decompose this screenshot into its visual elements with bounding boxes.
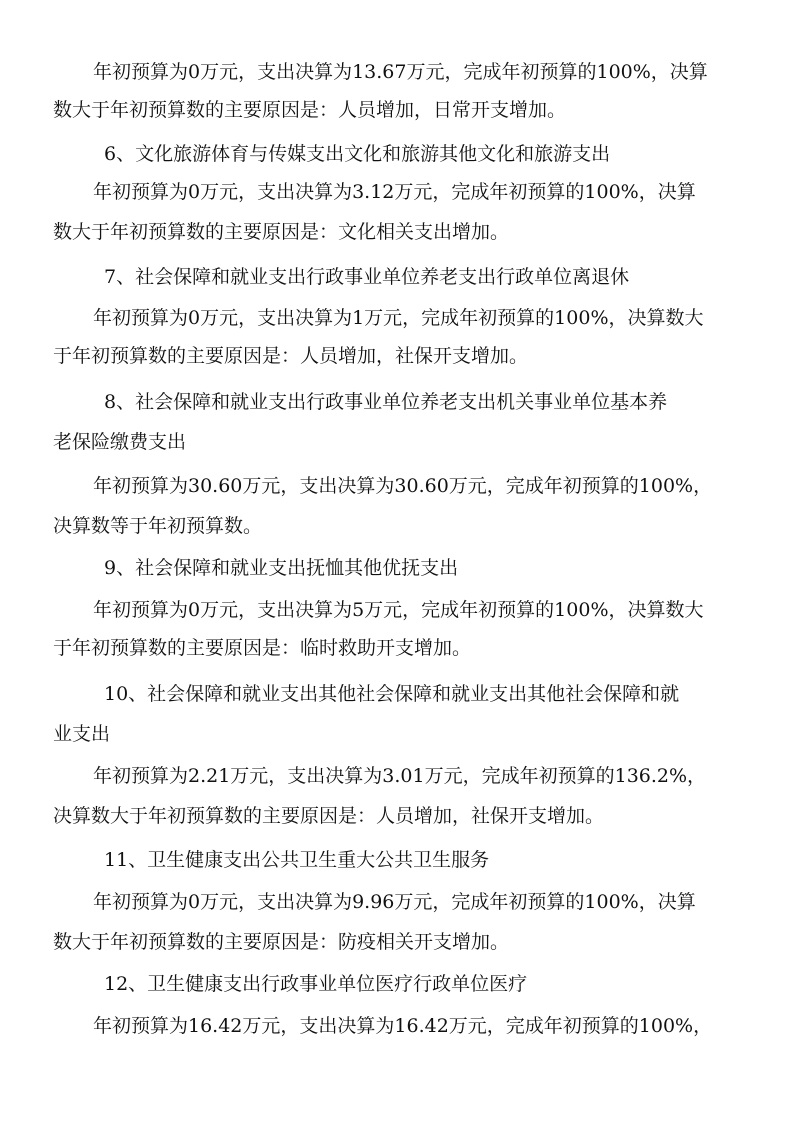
section-heading: 6、文化旅游体育与传媒支出文化和旅游其他文化和旅游支出 — [104, 143, 611, 165]
section-heading: 11、卫生健康支出公共卫生重大公共卫生服务 — [104, 849, 490, 871]
section-heading: 10、社会保障和就业支出其他社会保障和就业支出其他社会保障和就 — [104, 683, 680, 705]
paragraph-line: 于年初预算数的主要原因是：临时救助开支增加。 — [53, 637, 472, 659]
paragraph-line: 年初预算为30.60万元，支出决算为30.60万元，完成年初预算的100%， — [93, 475, 713, 497]
paragraph-line: 数大于年初预算数的主要原因是：文化相关支出增加。 — [53, 221, 510, 243]
paragraph-line: 年初预算为0万元，支出决算为13.67万元，完成年初预算的100%，决算 — [93, 61, 708, 83]
paragraph-line: 年初预算为16.42万元，支出决算为16.42万元，完成年初预算的100%， — [93, 1015, 713, 1037]
paragraph-line: 年初预算为0万元，支出决算为5万元，完成年初预算的100%，决算数大 — [93, 599, 704, 621]
paragraph-line: 数大于年初预算数的主要原因是：人员增加，日常开支增加。 — [53, 99, 567, 121]
section-heading: 8、社会保障和就业支出行政事业单位养老支出机关事业单位基本养 — [104, 391, 668, 413]
paragraph-line: 数大于年初预算数的主要原因是：防疫相关开支增加。 — [53, 931, 510, 953]
paragraph-line: 决算数等于年初预算数。 — [53, 515, 263, 537]
section-heading-continuation: 老保险缴费支出 — [53, 431, 187, 453]
paragraph-line: 年初预算为2.21万元，支出决算为3.01万元，完成年初预算的136.2%， — [93, 765, 707, 787]
paragraph-line: 年初预算为0万元，支出决算为9.96万元，完成年初预算的100%，决算 — [93, 891, 696, 913]
section-heading: 7、社会保障和就业支出行政事业单位养老支出行政单位离退休 — [104, 266, 630, 288]
paragraph-line: 年初预算为0万元，支出决算为3.12万元，完成年初预算的100%，决算 — [93, 181, 696, 203]
section-heading: 12、卫生健康支出行政事业单位医疗行政单位医疗 — [104, 973, 528, 995]
section-heading-continuation: 业支出 — [53, 723, 111, 745]
paragraph-line: 于年初预算数的主要原因是：人员增加，社保开支增加。 — [53, 345, 529, 367]
paragraph-line: 决算数大于年初预算数的主要原因是：人员增加，社保开支增加。 — [53, 805, 605, 827]
section-heading: 9、社会保障和就业支出抚恤其他优抚支出 — [104, 557, 459, 579]
paragraph-line: 年初预算为0万元，支出决算为1万元，完成年初预算的100%，决算数大 — [93, 307, 704, 329]
